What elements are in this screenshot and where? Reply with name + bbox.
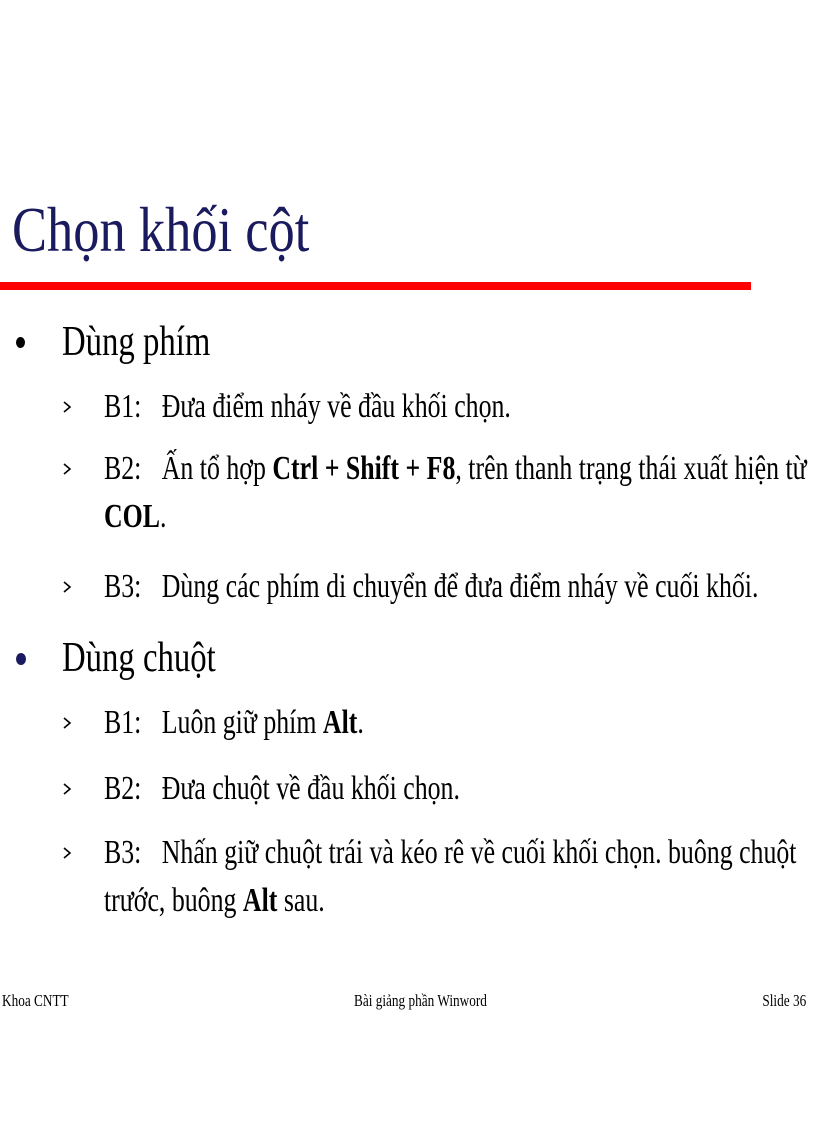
footer-slide-number: Slide 36 xyxy=(762,991,806,1010)
step-number: B3: xyxy=(104,834,142,871)
step-text: Ấn tổ hợp xyxy=(161,450,273,487)
step-text: Dùng các phím di chuyển để đưa điểm nháy về cuối khối. xyxy=(161,568,759,605)
chevron-right-icon xyxy=(62,580,72,594)
chevron-right-icon xyxy=(62,716,72,730)
chevron-right-icon xyxy=(62,782,72,796)
chevron-right-icon xyxy=(62,400,72,414)
step-number: B1: xyxy=(104,388,142,425)
chevron-right-icon xyxy=(62,462,72,476)
step-number: B1: xyxy=(104,704,142,741)
slide: Chọn khối cột Dùng phím B1: Đưa điểm nháy về đầu khối chọn. B2: Ấn tổ hợp Ctrl + Shift + F8, trên thanh trạng thái xuất hiện từ COL. B3: Dùng các phím di chuyển để đưa điểm nháy về cuối khối. Dùng chuột B1: Luôn giữ phím Alt. B2: Đưa chuột về đầu khối chọn. B3: Nhấn giữ chuột trái và kéo rê về cuối khối chọn. buông chuột trước, buông Alt sau. Khoa CNTT Bài giảng phần Winword Slide 36 xyxy=(0,0,816,1123)
title-underline xyxy=(0,282,751,290)
shortcut-keys: Ctrl + Shift + F8 xyxy=(272,450,456,487)
step-number: B2: xyxy=(104,450,142,487)
step-text: Nhấn giữ chuột trái và kéo rê về cuối khối chọn. buông chuột xyxy=(161,834,797,871)
step-text: Đưa chuột về đầu khối chọn. xyxy=(161,770,460,807)
step-number: B3: xyxy=(104,568,142,605)
section-heading: Dùng chuột xyxy=(62,635,216,681)
chevron-right-icon xyxy=(62,846,72,860)
section-heading: Dùng phím xyxy=(62,319,211,365)
footer-course-title: Bài giảng phần Winword xyxy=(354,991,487,1010)
key-name: Alt xyxy=(242,882,278,919)
step-text: Đưa điểm nháy về đầu khối chọn. xyxy=(161,388,511,425)
step-text: , trên thanh trạng thái xuất hiện từ xyxy=(455,450,807,487)
step-number: B2: xyxy=(104,770,142,807)
step-text: Luôn giữ phím xyxy=(161,704,323,741)
status-indicator-text: COL xyxy=(104,498,161,535)
step-text: trước, buông xyxy=(104,882,243,919)
footer-department: Khoa CNTT xyxy=(2,991,69,1010)
key-name: Alt xyxy=(322,704,358,741)
slide-title: Chọn khối cột xyxy=(12,194,310,265)
